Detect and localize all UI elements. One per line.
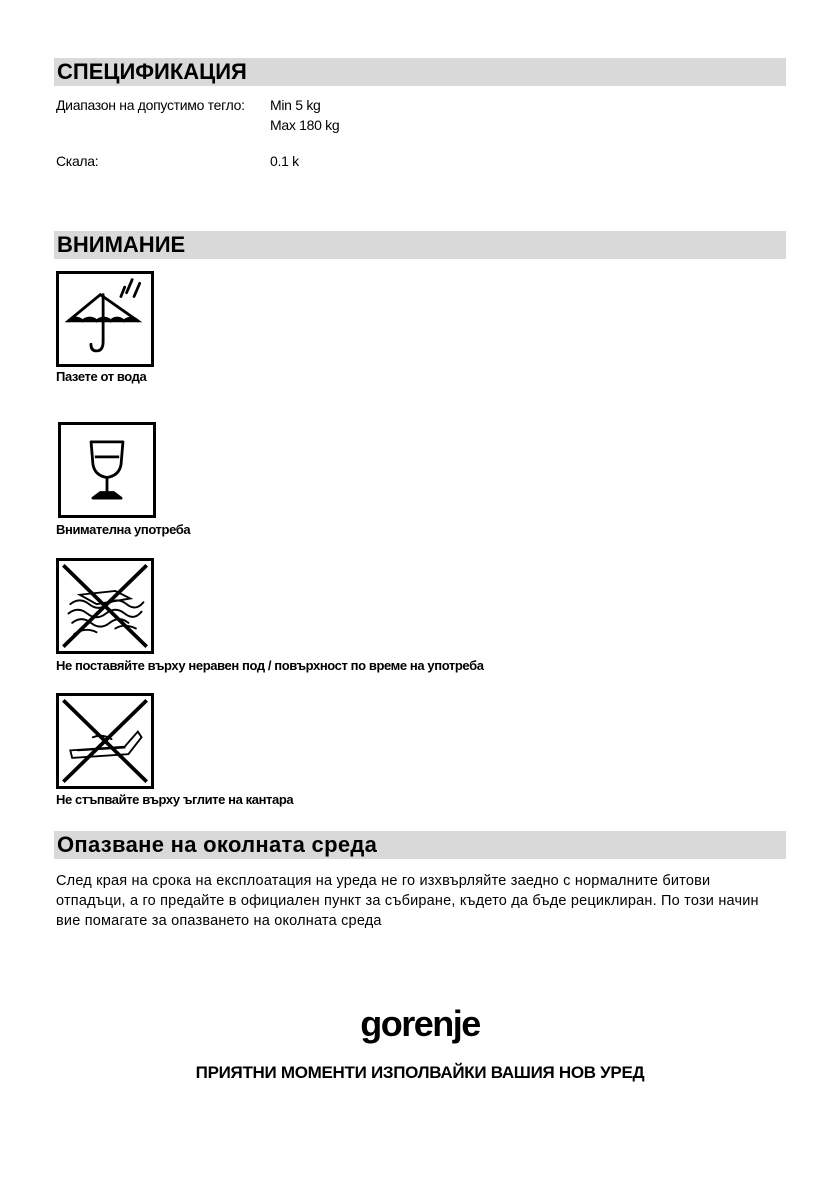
environment-text: След края на срока на експлоатация на уреда не го изхвърляйте заедно с нормалните битови отпадъци, а го предайте в официален пункт за събиране, където да бъде рециклиран. По този начин вие помагате за опазването на околната среда: [56, 873, 759, 929]
specification-header: СПЕЦИФИКАЦИЯ: [54, 58, 786, 86]
caption-no-uneven-floor: Не поставяйте върху неравен под / повърхност по време на употреба: [56, 658, 484, 673]
attention-header: ВНИМАНИЕ: [54, 231, 786, 259]
fragile-glass-icon: [58, 422, 156, 518]
caption-no-step-corners: Не стъпвайте върху ъглите на кантара: [56, 792, 294, 807]
no-step-corners-icon: [56, 693, 154, 789]
scale-label: Скала:: [56, 153, 99, 169]
caption-careful-use: Внимателна употреба: [56, 522, 191, 537]
weight-min-value: Min 5 kg: [270, 97, 321, 113]
umbrella-rain-icon: [56, 271, 154, 367]
no-uneven-floor-icon: [56, 558, 154, 654]
weight-range-label: Диапазон на допустимо тегло:: [56, 97, 245, 113]
weight-max-value: Max 180 kg: [270, 117, 340, 133]
brand-logo: gorenje: [360, 1003, 480, 1044]
caption-keep-dry: Пазете от вода: [56, 369, 147, 384]
environment-header: Опазване на околната среда: [54, 831, 786, 859]
scale-value: 0.1 k: [270, 153, 299, 169]
slogan: ПРИЯТНИ МОМЕНТИ ИЗПОЛВАЙКИ ВАШИЯ НОВ УРЕД: [195, 1063, 645, 1082]
